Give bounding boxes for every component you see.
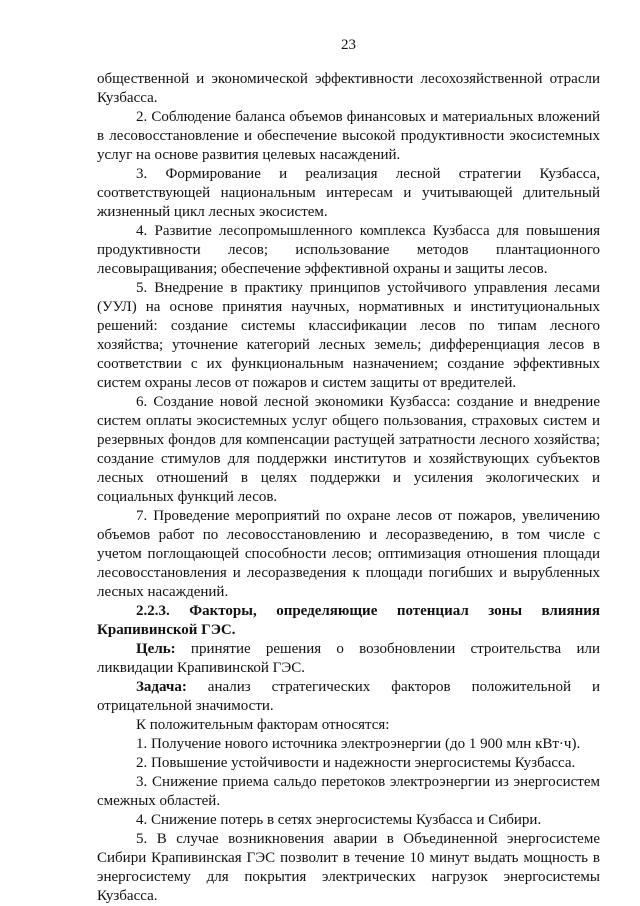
- factors-intro: К положительным факторам относятся:: [136, 717, 390, 733]
- list-item: 7. Проведение мероприятий по охране лесов от пожаров, увеличению объемов работ по лесовосстановлению и лесоразведению, в том числе с учетом поглощающей способности лесов; оптимизация отношения площади лесовосстановления и лесоразведения к площади погибших и вырубленных лесных насаждений.: [97, 508, 600, 600]
- list-item: 3. Формирование и реализация лесной стратегии Кузбасса, соответствующей национальным интересам и учитывающей длительный жизненный цикл лесных экосистем.: [97, 166, 600, 220]
- factor-item: 4. Снижение потерь в сетях энергосистемы Кузбасса и Сибири.: [136, 812, 542, 828]
- list-item: 2. Соблюдение баланса объемов финансовых и материальных вложений в лесовосстановление и обеспечение высокой продуктивности экосистемных услуг на основе развития целевых насаждений.: [97, 109, 600, 163]
- section-heading: 2.2.3. Факторы, определяющие потенциал зоны влияния Крапивинской ГЭС.: [97, 603, 600, 638]
- goal-paragraph: [97, 640, 600, 678]
- goal-label: Цель:: [136, 641, 176, 657]
- factor-item: 3. Снижение приема сальдо перетоков электроэнергии из энергосистем смежных областей.: [97, 774, 600, 809]
- task-paragraph: [97, 678, 600, 716]
- factor-item: 2. Повышение устойчивости и надежности энергосистемы Кузбасса.: [136, 755, 576, 771]
- document-body: [97, 70, 600, 906]
- list-item: 6. Создание новой лесной экономики Кузбасса: создание и внедрение систем оплаты экосистемных услуг общего пользования, страховых систем и резервных фондов для компенсации растущей затратности лесного хозяйства; создание стимулов для поддержки институтов и хозяйствующих субъектов лесных отношений в целях поддержки и усиления экологических и социальных функций лесов.: [97, 394, 600, 505]
- list-item: 5. Внедрение в практику принципов устойчивого управления лесами (УУЛ) на основе принятия научных, нормативных и институциональных решений: создание системы классификации лесов по типам лесного хозяйства; уточнение категорий лесных земель; дифференциация лесов в соответствии с их функциональным назначением; создание эффективных систем охраны лесов от пожаров и систем защиты от вредителей.: [97, 280, 600, 391]
- factor-item: 1. Получение нового источника электроэнергии (до 1 900 млн кВт·ч).: [136, 736, 581, 752]
- task-label: Задача:: [136, 679, 187, 695]
- list-item: 4. Развитие лесопромышленного комплекса Кузбасса для повышения продуктивности лесов; использование методов плантационного лесовыращивания; обеспечение эффективной охраны и защиты лесов.: [97, 223, 600, 277]
- factor-item: 5. В случае возникновения аварии в Объединенной энергосистеме Сибири Крапивинская ГЭС позволит в течение 10 минут выдать мощность в энергосистему для покрытия электрических нагрузок энергосистемы Кузбасса.: [97, 831, 600, 904]
- goal-text: принятие решения о возобновлении строительства или ликвидации Крапивинской ГЭС.: [97, 641, 600, 676]
- page-number: 23: [341, 37, 356, 53]
- paragraph: общественной и экономической эффективности лесохозяйственной отрасли Кузбасса.: [97, 71, 600, 106]
- task-text: анализ стратегических факторов положительной и отрицательной значимости.: [97, 679, 600, 714]
